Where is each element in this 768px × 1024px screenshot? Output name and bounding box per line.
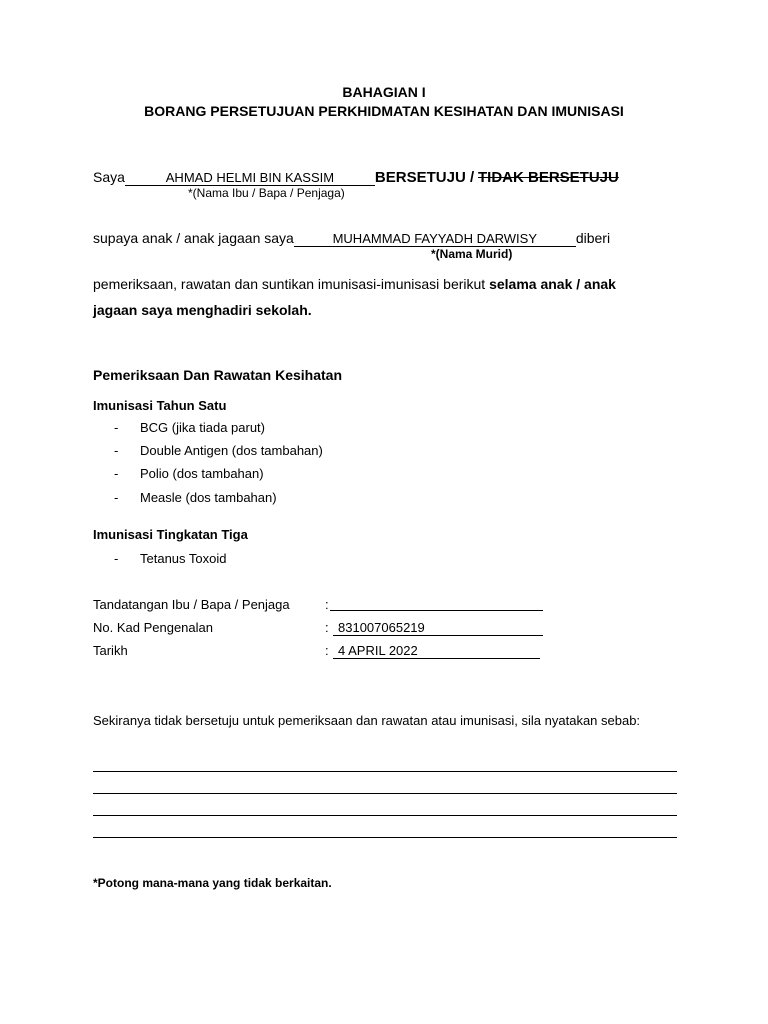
signature-label: Tandatangan Ibu / Bapa / Penjaga xyxy=(93,597,290,612)
date-field[interactable]: 4 APRIL 2022 xyxy=(333,643,540,659)
consent-line xyxy=(93,169,619,186)
reason-line-3[interactable] xyxy=(93,815,677,816)
section-title: BAHAGIAN I xyxy=(342,84,426,100)
form-three-heading: Imunisasi Tingkatan Tiga xyxy=(93,527,248,542)
ic-field[interactable]: 831007065219 xyxy=(333,620,543,636)
disagree-option: TIDAK BERSETUJU xyxy=(478,169,619,186)
date-colon: : xyxy=(325,643,329,658)
form-title: BORANG PERSETUJUAN PERKHIDMATAN KESIHATAN DAN IMUNISASI xyxy=(144,103,624,119)
list-item: - BCG (jika tiada parut) xyxy=(114,420,265,435)
child-name-field[interactable]: MUHAMMAD FAYYADH DARWISY xyxy=(294,231,576,247)
year-one-heading: Imunisasi Tahun Satu xyxy=(93,398,227,413)
ic-colon: : xyxy=(325,620,329,635)
reason-line-2[interactable] xyxy=(93,793,677,794)
list-item: - Measle (dos tambahan) xyxy=(114,490,277,505)
consent-body-line-2: jagaan saya menghadiri sekolah. xyxy=(93,302,312,318)
agree-option: BERSETUJU / xyxy=(374,169,475,186)
date-label: Tarikh xyxy=(93,643,128,658)
footnote: *Potong mana-mana yang tidak berkaitan. xyxy=(93,876,332,890)
consent-body-normal: pemeriksaan, rawatan dan suntikan imunisasi-imunisasi berikut xyxy=(93,276,486,292)
ic-label: No. Kad Pengenalan xyxy=(93,620,213,635)
child-prefix: supaya anak / anak jagaan saya xyxy=(93,230,294,246)
reason-line-4[interactable] xyxy=(93,837,677,838)
parent-name-caption: *(Nama Ibu / Bapa / Penjaga) xyxy=(188,186,345,200)
list-item: - Polio (dos tambahan) xyxy=(114,466,264,481)
consent-body-line-1 xyxy=(93,276,616,292)
child-suffix: diberi xyxy=(575,230,611,246)
list-item: - Double Antigen (dos tambahan) xyxy=(114,443,323,458)
reason-text: Sekiranya tidak bersetuju untuk pemeriksaan dan rawatan atau imunisasi, sila nyatakan sebab: xyxy=(93,713,641,728)
consent-body-bold-1: selama anak / anak xyxy=(489,276,616,292)
reason-line-1[interactable] xyxy=(93,771,677,772)
signature-field[interactable] xyxy=(330,597,543,611)
parent-name-field[interactable]: AHMAD HELMI BIN KASSIM xyxy=(125,170,375,186)
list-item: - Tetanus Toxoid xyxy=(114,551,227,566)
signature-colon: : xyxy=(325,597,329,612)
health-section-heading: Pemeriksaan Dan Rawatan Kesihatan xyxy=(93,367,342,383)
child-line xyxy=(93,230,610,247)
saya-label: Saya xyxy=(93,169,125,185)
child-name-caption: *(Nama Murid) xyxy=(431,247,513,261)
